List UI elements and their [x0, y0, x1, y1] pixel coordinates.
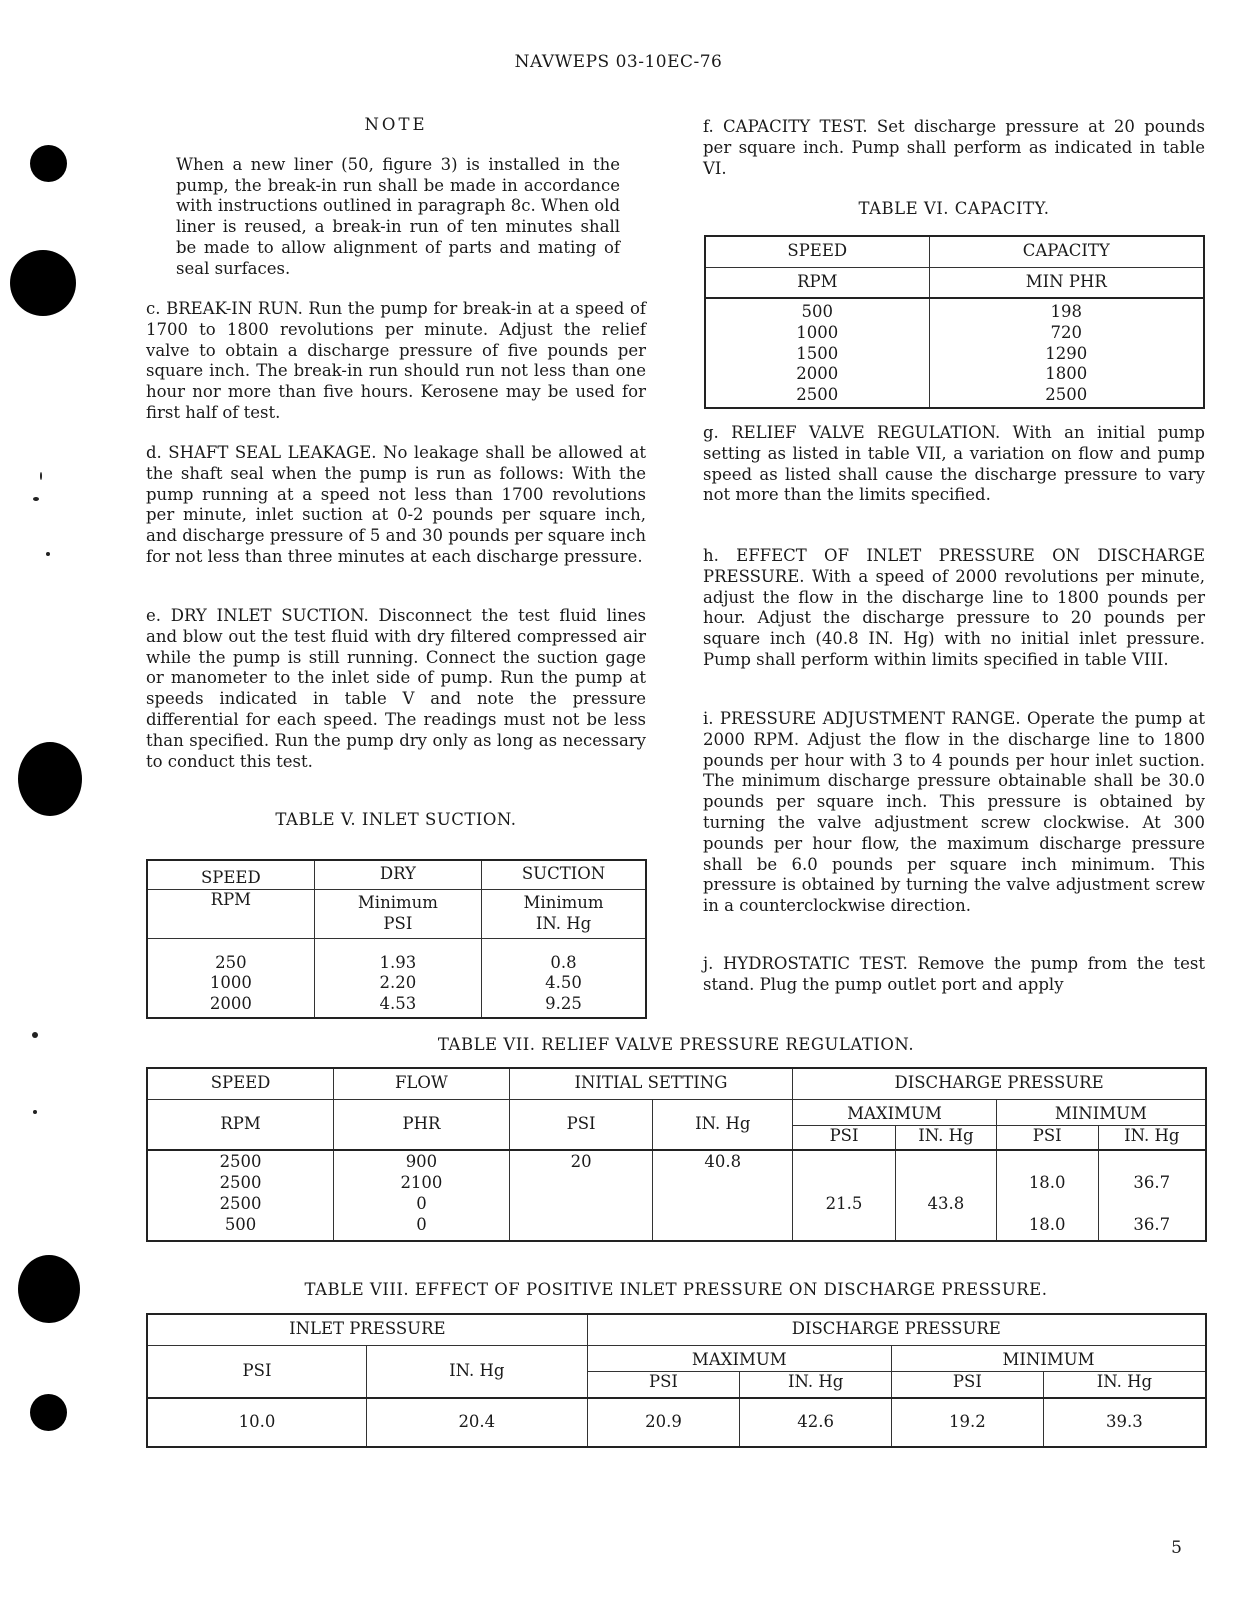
table7-max-psi-header: PSI: [793, 1125, 896, 1150]
table5-suction-values: 0.8 4.50 9.25: [545, 952, 582, 1014]
table7-initial-setting-header: INITIAL SETTING: [509, 1068, 792, 1099]
table8-minimum-header: MINIMUM: [892, 1345, 1206, 1371]
table5: [146, 859, 647, 1019]
binder-hole: [30, 1394, 67, 1431]
table7-title: TABLE VII. RELIEF VALVE PRESSURE REGULATION.: [437, 1035, 915, 1054]
table5-title: TABLE V. INLET SUCTION.: [275, 810, 517, 829]
table5-suction-header: SUCTION: [482, 860, 646, 889]
table8-inlet-psi-header: PSI: [147, 1345, 367, 1398]
table8-title: TABLE VIII. EFFECT OF POSITIVE INLET PRESSURE ON DISCHARGE PRESSURE.: [304, 1280, 1048, 1299]
table7-speed-header: SPEED: [147, 1068, 334, 1099]
paragraph-c: c. BREAK-IN RUN. Run the pump for break-in at a speed of 1700 to 1800 revolutions per minute. Adjust the relief valve to obtain a discharge pressure of five pounds per square inch. The break-in run should run not less than one hour nor more than five hours. Kerosene may be used for first half of test.: [146, 299, 646, 422]
table-row: 10.0 20.4 20.9 42.6 19.2 39.3: [147, 1398, 1206, 1447]
table5-rpm-header: RPM: [147, 889, 314, 938]
table6-rpm-header: RPM: [705, 267, 929, 298]
table8-maximum-header: MAXIMUM: [587, 1345, 891, 1371]
table7-minimum-header: MINIMUM: [996, 1099, 1206, 1125]
table7-phr-header: PHR: [334, 1099, 510, 1150]
table-row: 2500 2100 18.0 36.7: [147, 1173, 1206, 1194]
scan-speck: [46, 552, 50, 556]
table-row: 2500 0 21.5 43.8: [147, 1194, 1206, 1215]
table7-min-psi-header: PSI: [996, 1125, 1098, 1150]
table5-speed-header: SPEED: [147, 860, 314, 889]
binder-hole: [10, 250, 76, 316]
table7-max-inhg-header: IN. Hg: [895, 1125, 996, 1150]
table8-max-psi-header: PSI: [587, 1371, 740, 1398]
page-number: 5: [1171, 1538, 1182, 1558]
scan-speck: [33, 1110, 37, 1114]
table8: [146, 1313, 1207, 1448]
paragraph-e: e. DRY INLET SUCTION. Disconnect the test fluid lines and blow out the test fluid with dry filtered compressed air while the pump is still running. Connect the suction gage or manometer to the inlet side of pump. Run the pump at speeds indicated in table V and note the pressure differential for each speed. The readings must not be less than specified. Run the pump dry only as long as necessary to conduct this test.: [146, 606, 646, 771]
table7-rpm-header: RPM: [147, 1099, 334, 1150]
table7: [146, 1067, 1207, 1242]
table8-min-inhg-header: IN. Hg: [1043, 1371, 1206, 1398]
table8-max-inhg-header: IN. Hg: [740, 1371, 892, 1398]
document-header: NAVWEPS 03-10EC-76: [514, 52, 723, 72]
table6-speed-header: SPEED: [705, 236, 929, 267]
table8-discharge-header: DISCHARGE PRESSURE: [587, 1314, 1206, 1345]
note-block: [146, 115, 646, 280]
binder-hole: [30, 145, 67, 182]
table7-init-psi-header: PSI: [509, 1099, 653, 1150]
table6-speed-values: 500 1000 1500 2000 2500: [705, 298, 929, 408]
table7-init-inhg-header: IN. Hg: [653, 1099, 793, 1150]
note-title: NOTE: [364, 115, 428, 134]
scan-speck: [32, 1032, 38, 1038]
binder-hole: [18, 742, 82, 816]
table8-inlet-inhg-header: IN. Hg: [367, 1345, 588, 1398]
paragraph-d: d. SHAFT SEAL LEAKAGE. No leakage shall be allowed at the shaft seal when the pump is run as follows: With the pump running at a speed not less than 1700 revolutions per minute, inlet suction at 0-2 pounds per square inch, and discharge pressure of 5 and 30 pounds per square inch for not less than three minutes at each discharge pressure.: [146, 443, 646, 566]
table8-inlet-header: INLET PRESSURE: [147, 1314, 587, 1345]
table5-dry-header: DRY: [314, 860, 481, 889]
table7-flow-header: FLOW: [334, 1068, 510, 1099]
table6-title: TABLE VI. CAPACITY.: [858, 199, 1050, 218]
table7-discharge-header: DISCHARGE PRESSURE: [793, 1068, 1206, 1099]
scan-speck: [33, 497, 39, 501]
table5-suction-subheader: Minimum IN. Hg: [482, 889, 646, 938]
table6-minphr-header: MIN PHR: [929, 267, 1204, 298]
note-body: When a new liner (50, figure 3) is installed in the pump, the break-in run shall be made in accordance with instructions outlined in paragraph 8c. When old liner is reused, a break-in run of ten minutes shall be made to allow alignment of parts and mating of seal surfaces.: [176, 154, 621, 278]
table6-capacity-header: CAPACITY: [929, 236, 1204, 267]
table5-dry-subheader: Minimum PSI: [314, 889, 481, 938]
binder-hole: [18, 1255, 80, 1323]
table-row: 2500 900 20 40.8: [147, 1150, 1206, 1173]
table-row: 500 0 18.0 36.7: [147, 1215, 1206, 1241]
paragraph-f: f. CAPACITY TEST. Set discharge pressure at 20 pounds per square inch. Pump shall perform as indicated in table VI.: [703, 117, 1205, 178]
table7-maximum-header: MAXIMUM: [793, 1099, 997, 1125]
scan-speck: [40, 472, 42, 480]
table8-min-psi-header: PSI: [892, 1371, 1044, 1398]
paragraph-j: j. HYDROSTATIC TEST. Remove the pump from the test stand. Plug the pump outlet port and apply: [703, 954, 1205, 994]
paragraph-g: g. RELIEF VALVE REGULATION. With an initial pump setting as listed in table VII, a variation on flow and pump speed as listed shall cause the discharge pressure to vary not more than the limits specified.: [703, 423, 1205, 505]
paragraph-h: h. EFFECT OF INLET PRESSURE ON DISCHARGE PRESSURE. With a speed of 2000 revolutions per minute, adjust the flow in the discharge line to 1800 pounds per hour. Adjust the discharge pressure to 20 pounds per square inch (40.8 IN. Hg) with no initial inlet pressure. Pump shall perform within limits specified in table VIII.: [703, 546, 1205, 669]
table5-speed-values: 250 1000 2000: [147, 938, 314, 1018]
paragraph-i: i. PRESSURE ADJUSTMENT RANGE. Operate the pump at 2000 RPM. Adjust the flow in the discharge line to 1800 pounds per hour with 3 to 4 pounds per hour inlet suction. The minimum discharge pressure obtainable shall be 30.0 pounds per square inch. This pressure is obtained by turning the valve adjustment screw clockwise. At 300 pounds per hour flow, the maximum discharge pressure shall be 6.0 pounds per square inch minimum. This pressure is obtained by turning the valve adjustment screw in a counterclockwise direction.: [703, 709, 1205, 916]
table6-capacity-values: 198 720 1290 1800 2500: [1045, 302, 1088, 405]
table6: [704, 235, 1205, 409]
table7-min-inhg-header: IN. Hg: [1098, 1125, 1206, 1150]
table5-dry-values: 1.93 2.20 4.53: [314, 938, 481, 1018]
